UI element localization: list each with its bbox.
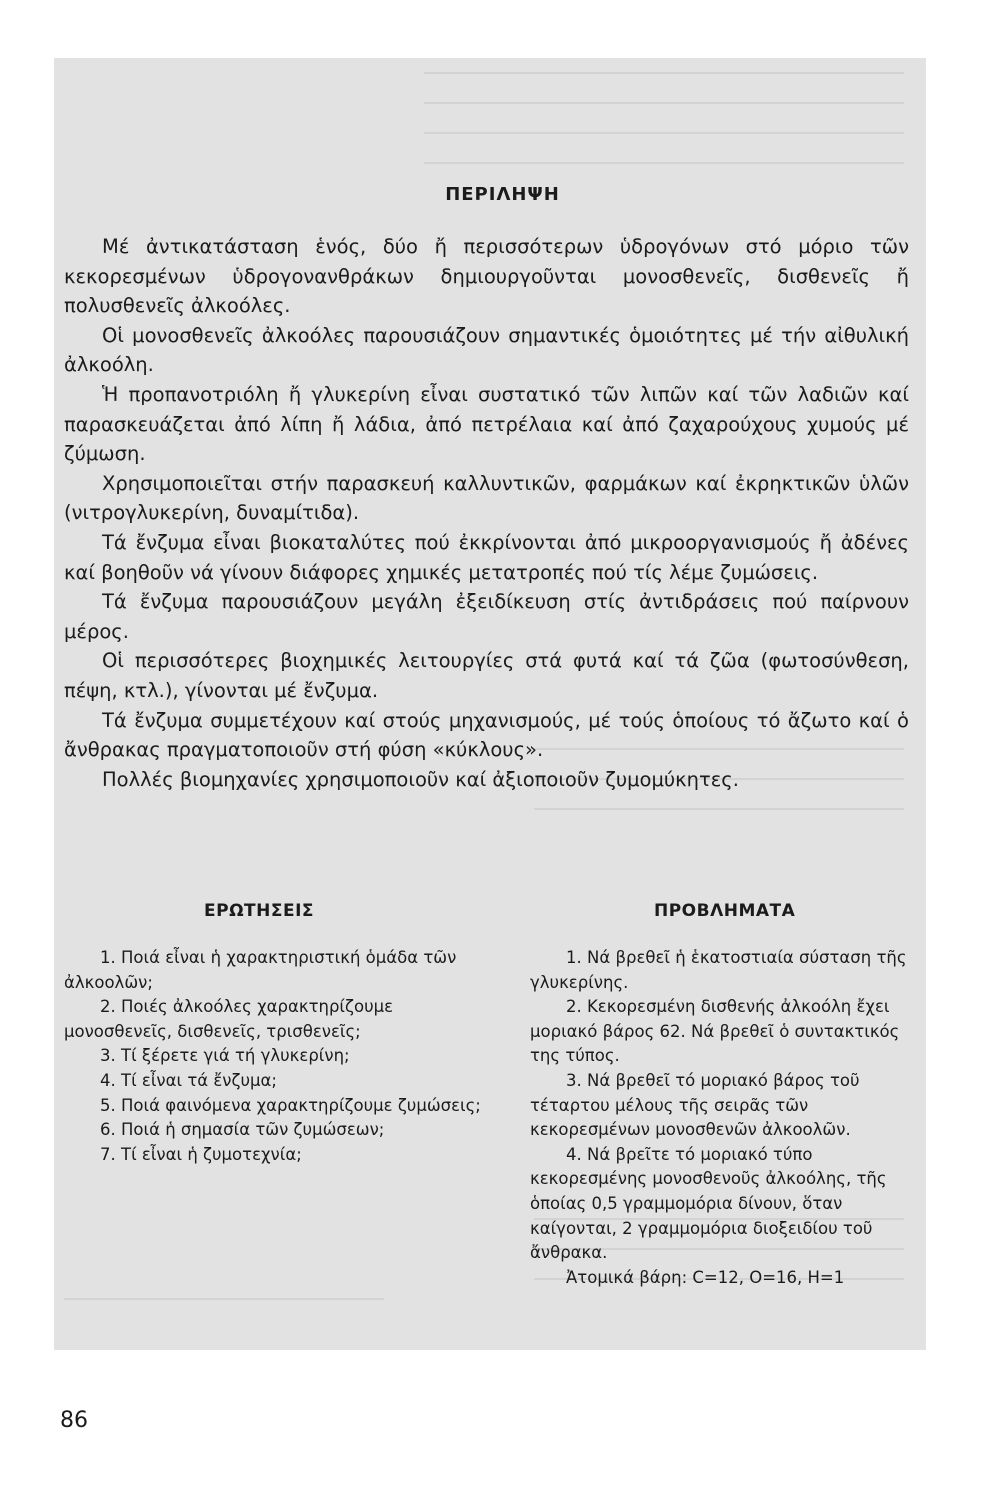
question-item: 3. Τί ξέρετε γιά τή γλυκερίνη;: [100, 1046, 350, 1066]
summary-paragraph: Ἡ προπανοτριόλη ἤ γλυκερίνη εἶναι συστατικό τῶν λιπῶν καί τῶν λαδιῶν καί παρασκευάζεται ἀπό λίπη ἤ λάδια, ἀπό πετρέλαια καί ἀπό ζαχαρούχους χυμούς μέ ζύμωση.: [64, 382, 909, 466]
problems-title: ΠΡΟΒΛΗΜΑΤΑ: [654, 901, 796, 921]
summary-paragraph: Οἱ περισσότερες βιοχημικές λειτουργίες στά φυτά καί τά ζῶα (φωτοσύνθεση, πέψη, κτλ.), γίνονται μέ ἔνζυμα.: [64, 649, 909, 702]
summary-paragraph: Χρησιμοποιεῖται στήν παρασκευή καλλυντικῶν, φαρμάκων καί ἐκρηκτικῶν ὑλῶν (νιτρογλυκερίνη, δυναμίτιδα).: [64, 471, 909, 525]
question-item: 2. Ποιές ἀλκοόλες χαρακτηρίζουμε μονοσθενεῖς, δισθενεῖς, τρισθενεῖς;: [64, 997, 394, 1041]
bleed-through-line: [424, 162, 904, 164]
problem-item: 3. Νά βρεθεῖ τό μοριακό βάρος τοῦ τέταρτου μέλους τῆς σειρᾶς τῶν κεκορεσμένων μονοσθενῶν ἀλκοολῶν.: [530, 1070, 860, 1140]
problem-item: 4. Νά βρεῖτε τό μοριακό τύπο κεκορεσμένης μονοσθενοῦς ἀλκοόλης, τῆς ὁποίας 0,5 γραμμομόρια δίνουν, ὅταν καίγονται, 2 γραμμομόρια διοξειδίου τοῦ ἄνθρακα.: [530, 1144, 887, 1263]
atomic-weights: Ἀτομικά βάρη: C=12, O=16, H=1: [566, 1267, 845, 1287]
question-item: 6. Ποιά ἡ σημασία τῶν ζυμώσεων;: [100, 1120, 385, 1140]
question-item: 1. Ποιά εἶναι ἡ χαρακτηριστική ὁμάδα τῶν ἀλκοολῶν;: [64, 948, 457, 992]
bleed-through-line: [64, 1298, 384, 1300]
bleed-through-line: [534, 808, 904, 810]
summary-paragraph: Τά ἔνζυμα συμμετέχουν καί στούς μηχανισμούς, μέ τούς ὁποίους τό ἄζωτο καί ὁ ἄνθρακας πραγματοποιοῦν στή φύση «κύκλους».: [64, 708, 909, 762]
summary-paragraph: Τά ἔνζυμα παρουσιάζουν μεγάλη ἐξειδίκευση στίς ἀντιδράσεις πού παίρνουν μέρος.: [64, 590, 909, 643]
summary-paragraph: Μέ ἀντικατάσταση ἑνός, δύο ἤ περισσότερων ὑδρογόνων στό μόριο τῶν κεκορεσμένων ὑδρογονανθράκων δημιουργοῦνται μονοσθενεῖς, δισθενεῖς ἤ πολυσθενεῖς ἀλκοόλες.: [64, 235, 909, 318]
bleed-through-line: [424, 72, 904, 74]
summary-title: ΠΕΡΙΛΗΨΗ: [445, 184, 560, 205]
problem-item: 2. Κεκορεσμένη δισθενής ἀλκοόλη ἔχει μοριακό βάρος 62. Νά βρεθεῖ ὁ συντακτικός της τύπος.: [530, 997, 900, 1066]
summary-text: [64, 232, 909, 794]
page-number: 86: [60, 1408, 88, 1433]
question-item: 4. Τί εἶναι τά ἔνζυμα;: [100, 1070, 277, 1090]
bleed-through-line: [424, 132, 904, 134]
summary-paragraph: Πολλές βιομηχανίες χρησιμοποιοῦν καί ἀξιοποιοῦν ζυμομύκητες.: [102, 767, 739, 791]
questions-list: [64, 946, 482, 1167]
bleed-through-line: [424, 102, 904, 104]
questions-title: ΕΡΩΤΗΣΕΙΣ: [204, 901, 315, 921]
question-item: 7. Τί εἶναι ἡ ζυμοτεχνία;: [100, 1144, 302, 1164]
summary-paragraph: Τά ἔνζυμα εἶναι βιοκαταλύτες πού ἐκκρίνονται ἀπό μικροοργανισμούς ἤ ἀδένες καί βοηθοῦν νά γίνουν διάφορες χημικές μετατροπές πού τίς λέμε ζυμώσεις.: [64, 530, 909, 584]
problem-item: 1. Νά βρεθεῖ ἡ ἑκατοστιαία σύσταση τῆς γλυκερίνης.: [530, 948, 907, 992]
problems-list: [530, 946, 912, 1290]
question-item: 5. Ποιά φαινόμενα χαρακτηρίζουμε ζυμώσεις;: [100, 1095, 481, 1115]
summary-paragraph: Οἱ μονοσθενεῖς ἀλκοόλες παρουσιάζουν σημαντικές ὁμοιότητες μέ τήν αἰθυλική ἀλκοόλη.: [64, 323, 909, 377]
